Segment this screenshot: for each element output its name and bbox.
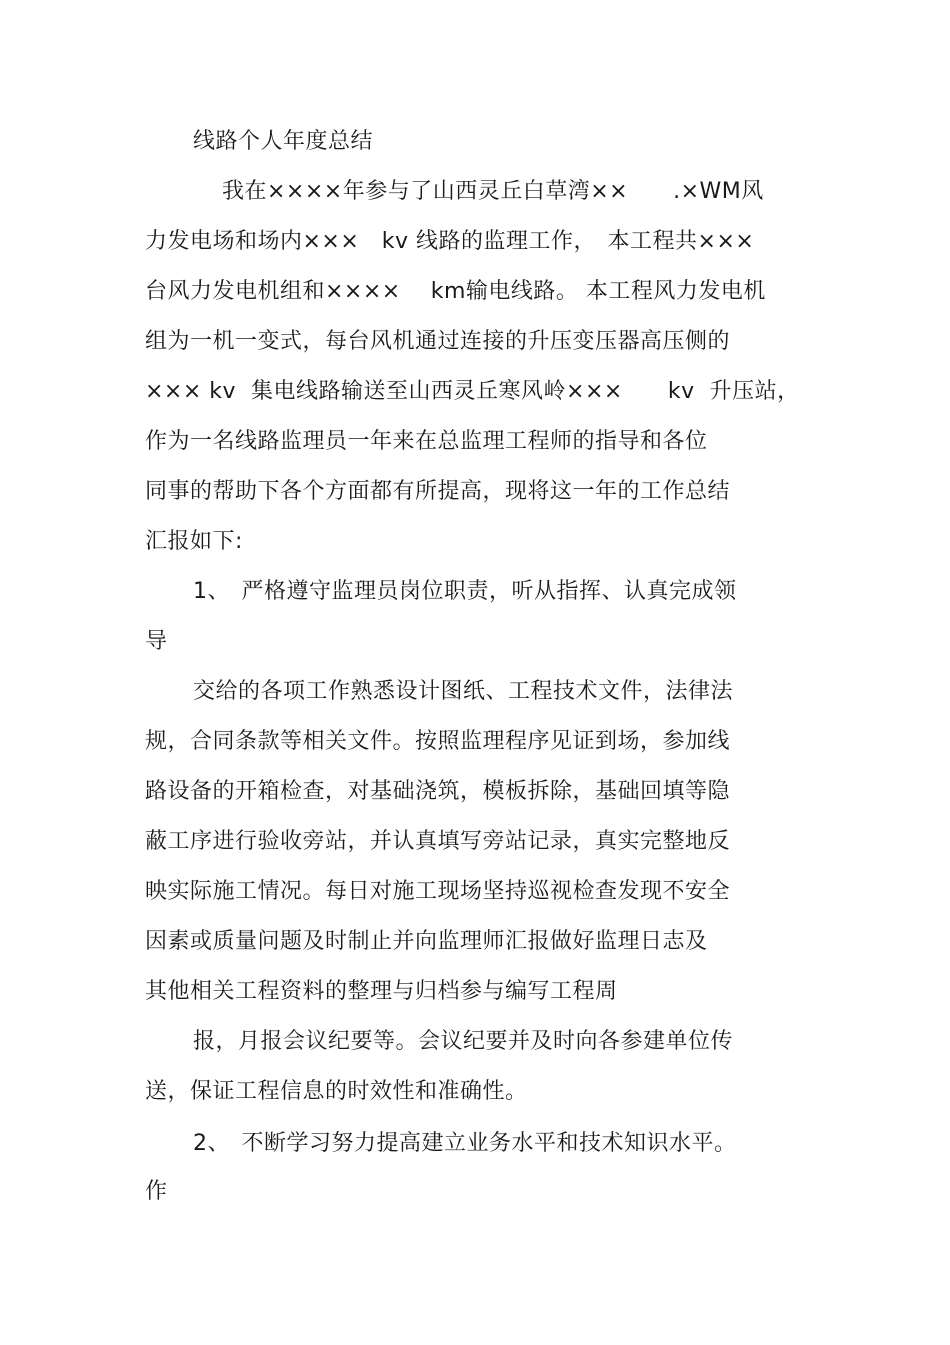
numbered-item-1: 1、 严格遵守监理员岗位职责，听从指挥、认真完成领: [193, 579, 737, 604]
paragraph-line: 台风力发电机组和×××× km输电线路。 本工程风力发电机: [145, 279, 766, 304]
paragraph-line: 送，保证工程信息的时效性和准确性。: [145, 1079, 528, 1104]
paragraph-line: 交给的各项工作熟悉设计图纸、工程技术文件，法律法: [193, 679, 734, 704]
paragraph-line: 路设备的开箱检查，对基础浇筑，模板拆除，基础回填等隐: [145, 779, 731, 804]
paragraph-line: 因素或质量问题及时制止并向监理师汇报做好监理日志及: [145, 929, 708, 954]
paragraph-line: 映实际施工情况。每日对施工现场坚持巡视检查发现不安全: [145, 879, 731, 904]
paragraph-line: 规，合同条款等相关文件。按照监理程序见证到场，参加线: [145, 729, 731, 754]
paragraph-line: 蔽工序进行验收旁站，并认真填写旁站记录，真实完整地反: [145, 829, 731, 854]
paragraph-line: 作为一名线路监理员一年来在总监理工程师的指导和各位: [145, 429, 708, 454]
paragraph-line: 报，月报会议纪要等。会议纪要并及时向各参建单位传: [193, 1029, 734, 1054]
paragraph-line: 我在××××年参与了山西灵丘白草湾×× .×WM风: [222, 179, 764, 204]
paragraph-line: ××× kv 集电线路输送至山西灵丘寒风岭××× kv 升压站，: [145, 379, 800, 404]
paragraph-line: 力发电场和场内××× kv 线路的监理工作， 本工程共×××: [145, 229, 755, 254]
paragraph-line: 同事的帮助下各个方面都有所提高，现将这一年的工作总结: [145, 479, 731, 504]
paragraph-line: 组为一机一变式，每台风机通过连接的升压变压器高压侧的: [145, 329, 731, 354]
paragraph-line: 其他相关工程资料的整理与归档参与编写工程周: [145, 979, 618, 1004]
numbered-item-2: 2、 不断学习努力提高建立业务水平和技术知识水平。: [193, 1131, 737, 1156]
document-title: 线路个人年度总结: [193, 129, 374, 154]
paragraph-line: 汇报如下:: [145, 529, 243, 554]
paragraph-line: 导: [145, 629, 168, 654]
paragraph-line: 作: [145, 1179, 168, 1204]
